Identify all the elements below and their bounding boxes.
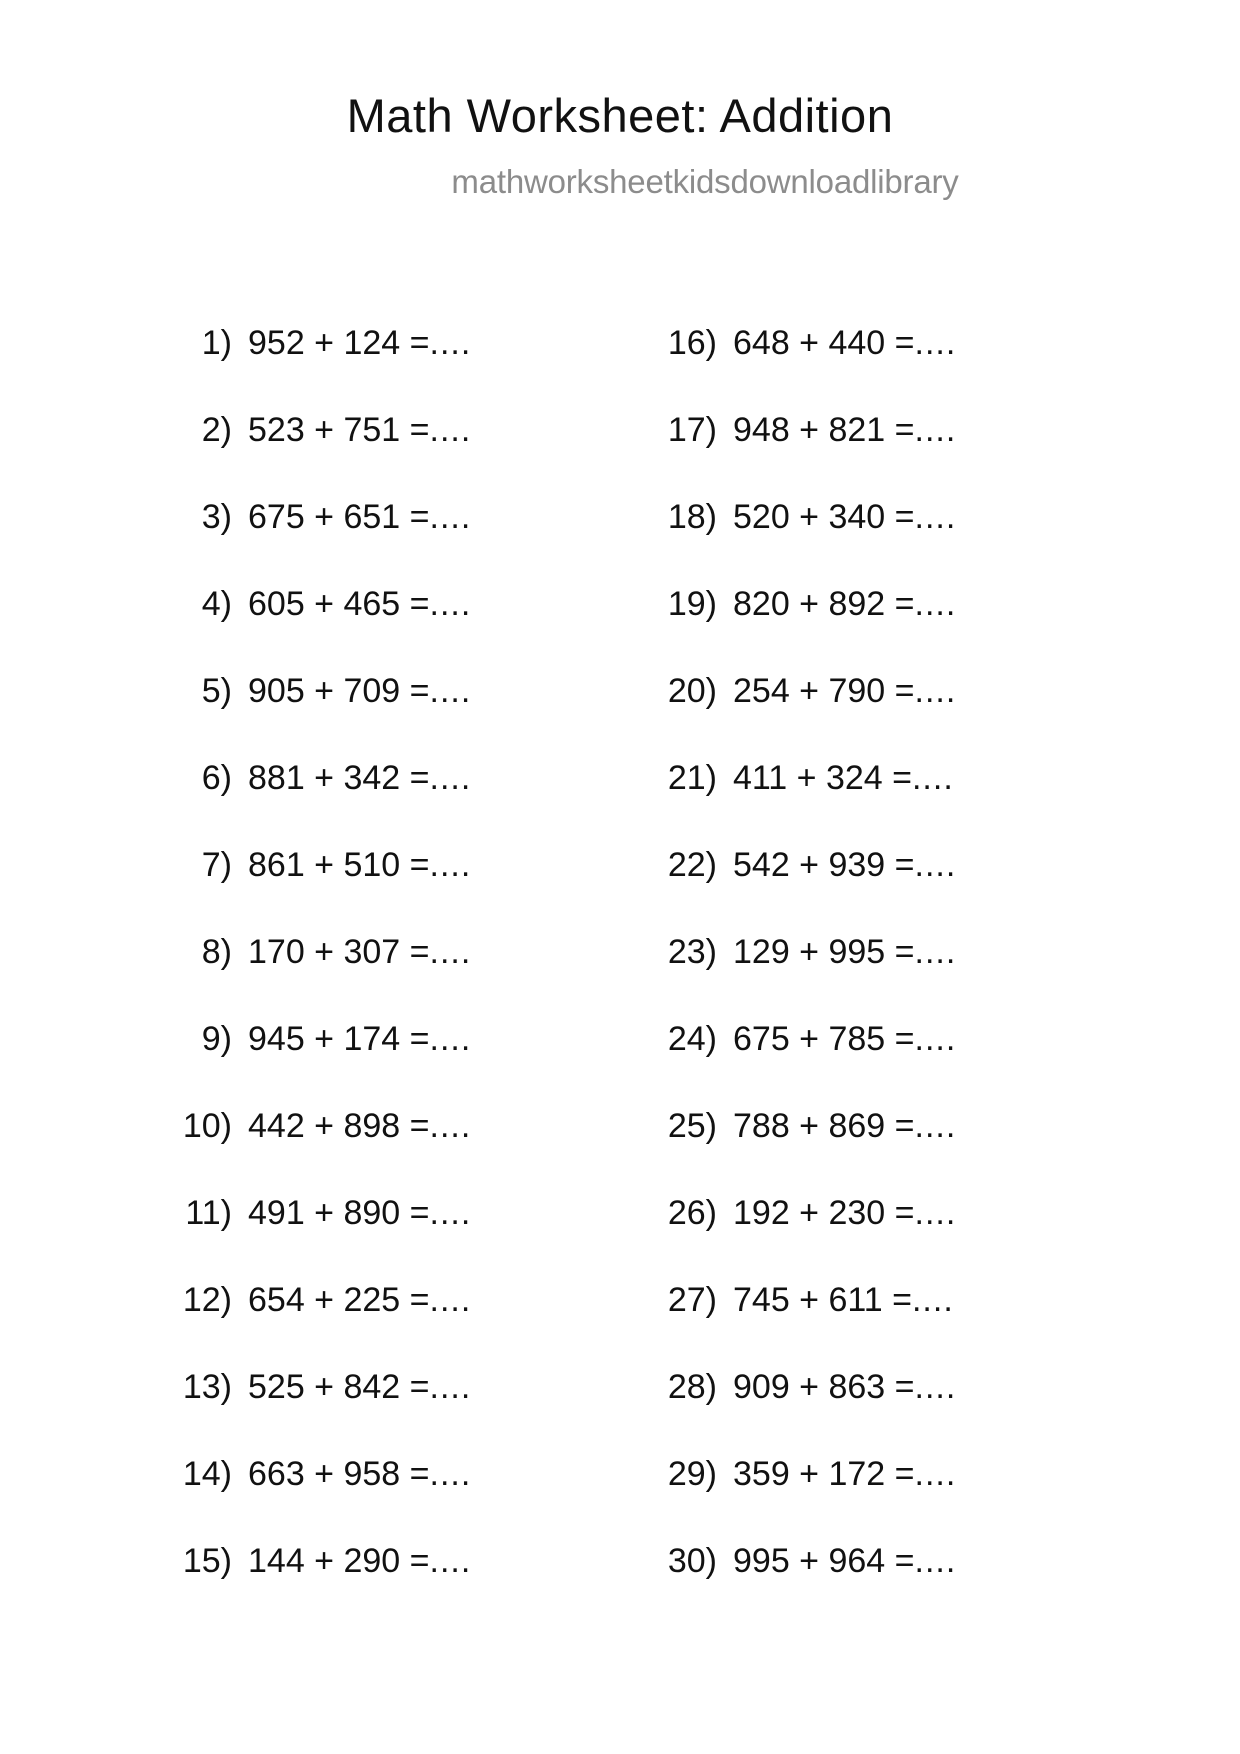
answer-blank[interactable]: .... [914, 672, 957, 710]
answer-blank[interactable]: .... [914, 1194, 957, 1232]
problem-number: 4) [201, 585, 232, 623]
problem-expression: 648 + 440 = [733, 324, 915, 362]
problem-number: 30) [667, 1542, 717, 1580]
problem-row [655, 648, 1095, 735]
problem-number: 18) [667, 498, 717, 536]
answer-blank[interactable]: .... [914, 324, 957, 362]
problem-row [655, 561, 1095, 648]
problem-expression: 411 + 324 = [733, 759, 912, 797]
problem-number: 25) [667, 1107, 717, 1145]
answer-blank[interactable]: .... [429, 411, 472, 449]
problem-row [170, 996, 610, 1083]
problem-row [170, 387, 610, 474]
page-subtitle: mathworksheetkidsdownloadlibrary [451, 163, 959, 200]
page-title: Math Worksheet: Addition [346, 89, 894, 142]
problem-row [170, 1518, 610, 1605]
problem-row [655, 387, 1095, 474]
problem-number: 6) [201, 759, 232, 797]
problem-expression: 491 + 890 = [248, 1194, 430, 1232]
answer-blank[interactable]: .... [429, 585, 472, 623]
problem-expression: 663 + 958 = [248, 1455, 430, 1493]
problem-row [655, 1083, 1095, 1170]
problem-number: 26) [667, 1194, 717, 1232]
problem-number: 23) [667, 933, 717, 971]
problem-expression: 359 + 172 = [733, 1455, 915, 1493]
problem-number: 20) [667, 672, 717, 710]
answer-blank[interactable]: .... [914, 498, 957, 536]
answer-blank[interactable]: .... [429, 759, 472, 797]
problem-row [170, 1344, 610, 1431]
problem-expression: 820 + 892 = [733, 585, 915, 623]
problem-row [170, 1257, 610, 1344]
problem-column-left [170, 300, 610, 1605]
problem-number: 27) [667, 1281, 717, 1319]
problem-columns [0, 300, 1240, 1605]
problem-number: 12) [182, 1281, 232, 1319]
problem-expression: 948 + 821 = [733, 411, 915, 449]
problem-expression: 520 + 340 = [733, 498, 915, 536]
problem-expression: 542 + 939 = [733, 846, 915, 884]
answer-blank[interactable]: .... [429, 1368, 472, 1406]
problem-row [655, 1431, 1095, 1518]
answer-blank[interactable]: .... [429, 933, 472, 971]
answer-blank[interactable]: .... [429, 1020, 472, 1058]
answer-blank[interactable]: .... [914, 846, 957, 884]
problem-number: 14) [182, 1455, 232, 1493]
problem-row [655, 1518, 1095, 1605]
problem-row [655, 1170, 1095, 1257]
answer-blank[interactable]: .... [914, 1107, 957, 1145]
problem-row [655, 822, 1095, 909]
problem-row [170, 561, 610, 648]
answer-blank[interactable]: .... [914, 1542, 957, 1580]
problem-expression: 675 + 651 = [248, 498, 430, 536]
problem-number: 15) [182, 1542, 232, 1580]
problem-expression: 861 + 510 = [248, 846, 430, 884]
answer-blank[interactable]: .... [429, 1194, 472, 1232]
answer-blank[interactable]: .... [429, 1542, 472, 1580]
problem-number: 19) [667, 585, 717, 623]
problem-row [170, 1083, 610, 1170]
problem-row [655, 996, 1095, 1083]
problem-expression: 952 + 124 = [248, 324, 430, 362]
problem-row [655, 474, 1095, 561]
problem-number: 8) [201, 933, 232, 971]
problem-number: 21) [667, 759, 717, 797]
problem-row [655, 1257, 1095, 1344]
problem-expression: 905 + 709 = [248, 672, 430, 710]
problem-row [655, 300, 1095, 387]
problem-number: 1) [201, 324, 232, 362]
problem-number: 5) [201, 672, 232, 710]
problem-expression: 442 + 898 = [248, 1107, 430, 1145]
problem-row [170, 1431, 610, 1518]
answer-blank[interactable]: .... [914, 1020, 957, 1058]
answer-blank[interactable]: .... [429, 1281, 472, 1319]
problem-row [655, 1344, 1095, 1431]
problem-row [170, 735, 610, 822]
problem-number: 9) [201, 1020, 232, 1058]
problem-row [655, 735, 1095, 822]
problem-expression: 881 + 342 = [248, 759, 430, 797]
answer-blank[interactable]: .... [429, 1455, 472, 1493]
problem-number: 16) [667, 324, 717, 362]
problem-expression: 170 + 307 = [248, 933, 430, 971]
problem-number: 3) [201, 498, 232, 536]
answer-blank[interactable]: .... [911, 759, 954, 797]
answer-blank[interactable]: .... [429, 672, 472, 710]
problem-row [655, 909, 1095, 996]
problem-number: 22) [667, 846, 717, 884]
problem-number: 11) [185, 1194, 232, 1232]
problem-expression: 654 + 225 = [248, 1281, 430, 1319]
problem-expression: 909 + 863 = [733, 1368, 915, 1406]
problem-expression: 129 + 995 = [733, 933, 915, 971]
answer-blank[interactable]: .... [429, 498, 472, 536]
problem-expression: 745 + 611 = [733, 1281, 912, 1319]
problem-number: 29) [667, 1455, 717, 1493]
problem-number: 7) [201, 846, 232, 884]
problem-row [170, 648, 610, 735]
problem-number: 10) [182, 1107, 232, 1145]
problem-expression: 525 + 842 = [248, 1368, 430, 1406]
problem-expression: 788 + 869 = [733, 1107, 915, 1145]
problem-number: 28) [667, 1368, 717, 1406]
answer-blank[interactable]: .... [914, 933, 957, 971]
answer-blank[interactable]: .... [914, 585, 957, 623]
problem-expression: 144 + 290 = [248, 1542, 430, 1580]
answer-blank[interactable]: .... [914, 411, 957, 449]
problem-expression: 675 + 785 = [733, 1020, 915, 1058]
problem-expression: 995 + 964 = [733, 1542, 915, 1580]
problem-number: 17) [667, 411, 717, 449]
problem-number: 24) [667, 1020, 717, 1058]
answer-blank[interactable]: .... [429, 846, 472, 884]
problem-number: 13) [182, 1368, 232, 1406]
problem-expression: 523 + 751 = [248, 411, 430, 449]
problem-column-right [655, 300, 1095, 1605]
problem-expression: 605 + 465 = [248, 585, 430, 623]
problem-expression: 254 + 790 = [733, 672, 915, 710]
problem-expression: 192 + 230 = [733, 1194, 915, 1232]
problem-row [170, 1170, 610, 1257]
problem-row [170, 909, 610, 996]
answer-blank[interactable]: .... [914, 1368, 957, 1406]
problem-row [170, 474, 610, 561]
problem-row [170, 822, 610, 909]
answer-blank[interactable]: .... [914, 1455, 957, 1493]
answer-blank[interactable]: .... [429, 1107, 472, 1145]
problem-row [170, 300, 610, 387]
answer-blank[interactable]: .... [429, 324, 472, 362]
problem-number: 2) [201, 411, 232, 449]
problem-expression: 945 + 174 = [248, 1020, 430, 1058]
answer-blank[interactable]: .... [911, 1281, 954, 1319]
